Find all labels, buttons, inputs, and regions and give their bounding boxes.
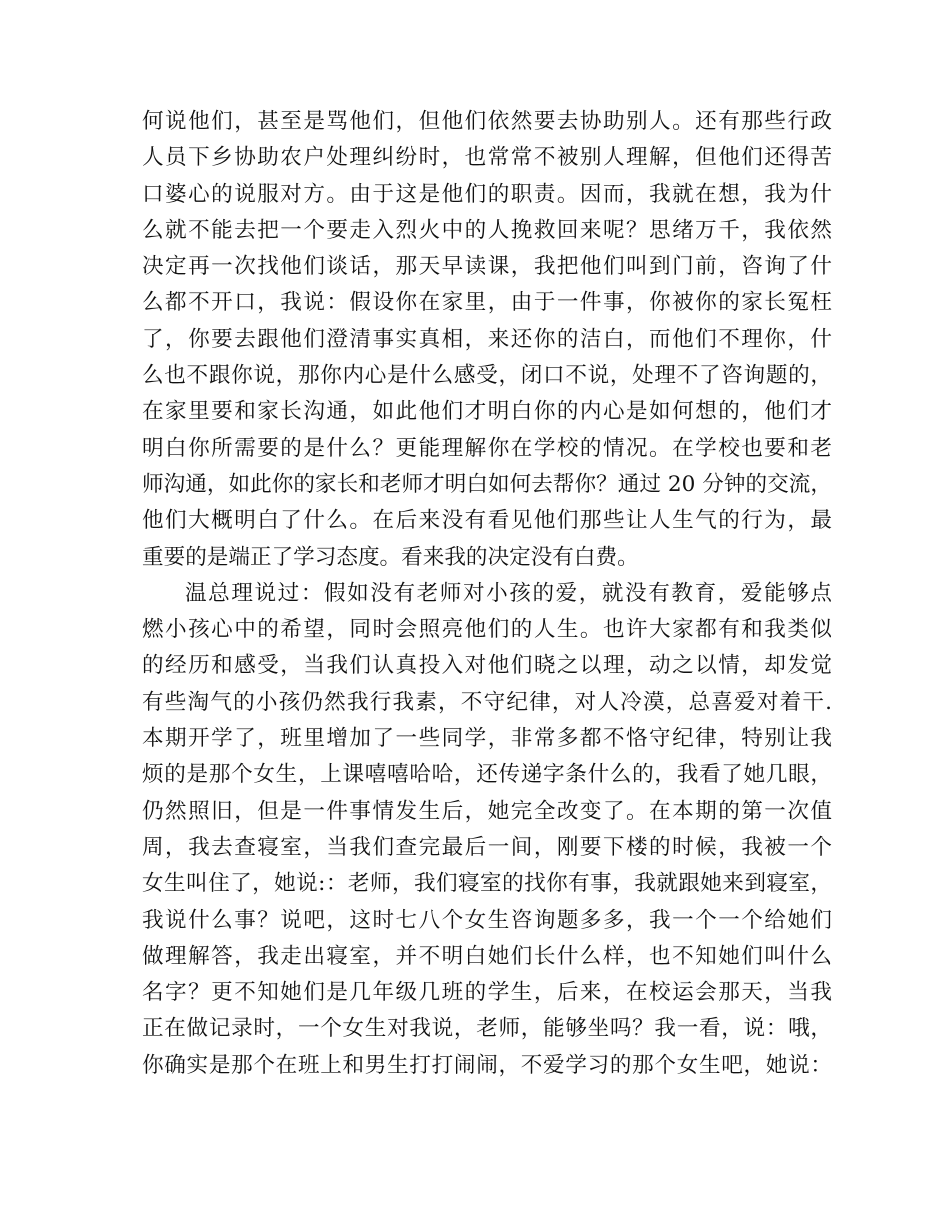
text-line: 何说他们，甚至是骂他们，但他们依然要去协助别人。还有那些行政 <box>142 109 832 134</box>
text-line: 他们大概明白了什么。在后来没有看见他们那些让人生气的行为，最 <box>142 508 832 534</box>
text-line: 口婆心的说服对方。由于这是他们的职责。因而，我就在想，我为什 <box>142 181 832 207</box>
text-line: 仍然照旧，但是一件事情发生后，她完全改变了。在本期的第一次值 <box>142 798 832 824</box>
text-line: 本期开学了，班里增加了一些同学，非常多都不恪守纪律，特别让我 <box>142 726 832 752</box>
text-line: 温总理说过：假如没有老师对小孩的爱，就没有教育，爱能够点 <box>185 580 832 606</box>
text-line: 明白你所需要的是什么？更能理解你在学校的情况。在学校也要和老 <box>142 435 832 461</box>
text-line: 你确实是那个在班上和男生打打闹闹，不爱学习的那个女生吧，她说： <box>142 1052 832 1078</box>
text-line: 正在做记录时，一个女生对我说，老师，能够坐吗？我一看，说：哦， <box>142 1016 832 1042</box>
text-line: 有些淘气的小孩仍然我行我素，不守纪律，对人冷漠，总喜爱对着干. <box>142 689 832 715</box>
text-line: 人员下乡协助农户处理纠纷时，也常常不被别人理解，但他们还得苦 <box>142 145 832 171</box>
text-line: 做理解答，我走出寝室，并不明白她们长什么样，也不知她们叫什么 <box>142 943 832 969</box>
text-line: 了，你要去跟他们澄清事实真相，来还你的洁白，而他们不理你，什 <box>142 326 832 352</box>
text-line: 重要的是端正了学习态度。看来我的决定没有白费。 <box>142 544 639 570</box>
paragraph <box>142 104 832 576</box>
text-line: 名字？更不知她们是几年级几班的学生，后来，在校运会那天，当我 <box>142 980 832 1006</box>
text-line: 烦的是那个女生，上课嘻嘻哈哈，还传递字条什么的，我看了她几眼， <box>142 762 832 788</box>
text-line: 女生叫住了，她说:：老师，我们寝室的找你有事，我就跟她来到寝室， <box>142 871 832 897</box>
text-line: 么都不开口，我说：假设你在家里，由于一件事，你被你的家长冤枉 <box>142 290 832 316</box>
paragraph <box>142 576 832 1084</box>
text-line: 么也不跟你说，那你内心是什么感受，闭口不说，处理不了咨询题的， <box>142 363 832 389</box>
text-line: 我说什么事？说吧，这时七八个女生咨询题多多，我一个一个给她们 <box>142 907 832 933</box>
text-line: 师沟通，如此你的家长和老师才明白如何去帮你？通过 20 分钟的交流， <box>142 471 832 497</box>
document-page <box>142 104 832 1084</box>
text-line: 燃小孩心中的希望，同时会照亮他们的人生。也许大家都有和我类似 <box>142 617 832 643</box>
text-line: 么就不能去把一个要走入烈火中的人挽救回来呢？思绪万千，我依然 <box>142 217 832 243</box>
text-line: 的经历和感受，当我们认真投入对他们晓之以理，动之以情，却发觉 <box>142 653 832 679</box>
text-line: 决定再一次找他们谈话，那天早读课，我把他们叫到门前，咨询了什 <box>142 254 832 280</box>
text-line: 周，我去查寝室，当我们查完最后一间，刚要下楼的时候，我被一个 <box>142 834 832 860</box>
text-line: 在家里要和家长沟通，如此他们才明白你的内心是如何想的，他们才 <box>142 399 832 425</box>
